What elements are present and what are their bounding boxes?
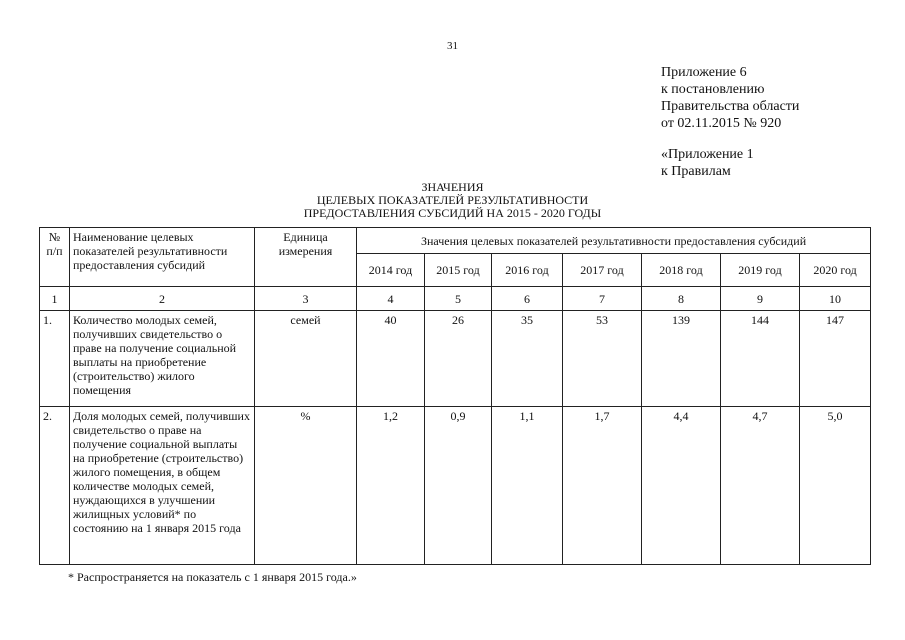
title-line: ЗНАЧЕНИЯ	[421, 180, 484, 194]
page-number: 31	[447, 40, 458, 52]
header-year: 2017 год	[563, 254, 642, 287]
rules-line: «Приложение 1	[661, 147, 754, 162]
header-values-group: Значения целевых показателей результативности предоставления субсидий	[357, 228, 871, 254]
column-number: 10	[800, 287, 871, 311]
row-num: 2.	[40, 407, 70, 565]
row-value: 144	[721, 311, 800, 407]
row-value: 0,9	[425, 407, 492, 565]
column-number: 9	[721, 287, 800, 311]
column-number: 3	[255, 287, 357, 311]
indicators-table	[39, 227, 871, 565]
row-value: 35	[492, 311, 563, 407]
row-value: 40	[357, 311, 425, 407]
document-title	[0, 181, 905, 220]
appendix-line: от 02.11.2015 № 920	[661, 116, 782, 131]
appendix-line: к постановлению	[661, 82, 765, 97]
rules-line: к Правилам	[661, 164, 731, 179]
row-name: Количество молодых семей, получивших свидетельство о праве на получение социальной выплаты на приобретение (строительство) жилого помещения	[70, 311, 255, 407]
row-value: 4,7	[721, 407, 800, 565]
row-value: 5,0	[800, 407, 871, 565]
header-year: 2019 год	[721, 254, 800, 287]
header-year: 2020 год	[800, 254, 871, 287]
header-num: № п/п	[40, 228, 70, 287]
rules-reference	[661, 146, 754, 180]
header-year: 2016 год	[492, 254, 563, 287]
row-value: 1,1	[492, 407, 563, 565]
row-value: 26	[425, 311, 492, 407]
table-row	[40, 311, 871, 407]
appendix-reference	[661, 64, 799, 132]
column-number: 7	[563, 287, 642, 311]
row-value: 147	[800, 311, 871, 407]
appendix-line: Правительства области	[661, 99, 800, 114]
column-number: 5	[425, 287, 492, 311]
row-unit: семей	[255, 311, 357, 407]
row-value: 4,4	[642, 407, 721, 565]
row-value: 139	[642, 311, 721, 407]
row-name: Доля молодых семей, получивших свидетельство о праве на получение социальной выплаты на приобретение (строительство) жилого помещения, в общем количестве молодых семей, нуждающихся в улучшении жилищных условий* по состоянию на 1 января 2015 года	[70, 407, 255, 565]
footnote: * Распространяется на показатель с 1 января 2015 года.»	[68, 570, 357, 584]
column-number-row	[40, 287, 871, 311]
header-name: Наименование целевых показателей результативности предоставления субсидий	[70, 228, 255, 287]
header-year: 2015 год	[425, 254, 492, 287]
row-unit: %	[255, 407, 357, 565]
header-year: 2018 год	[642, 254, 721, 287]
appendix-line: Приложение 6	[661, 65, 747, 80]
column-number: 8	[642, 287, 721, 311]
column-number: 2	[70, 287, 255, 311]
title-line: ПРЕДОСТАВЛЕНИЯ СУБСИДИЙ НА 2015 - 2020 ГОДЫ	[303, 206, 602, 220]
row-value: 1,2	[357, 407, 425, 565]
column-number: 6	[492, 287, 563, 311]
column-number: 1	[40, 287, 70, 311]
title-line: ЦЕЛЕВЫХ ПОКАЗАТЕЛЕЙ РЕЗУЛЬТАТИВНОСТИ	[316, 193, 589, 207]
header-unit: Единица измерения	[255, 228, 357, 287]
column-number: 4	[357, 287, 425, 311]
row-value: 53	[563, 311, 642, 407]
row-value: 1,7	[563, 407, 642, 565]
table-row	[40, 407, 871, 565]
header-year: 2014 год	[357, 254, 425, 287]
row-num: 1.	[40, 311, 70, 407]
